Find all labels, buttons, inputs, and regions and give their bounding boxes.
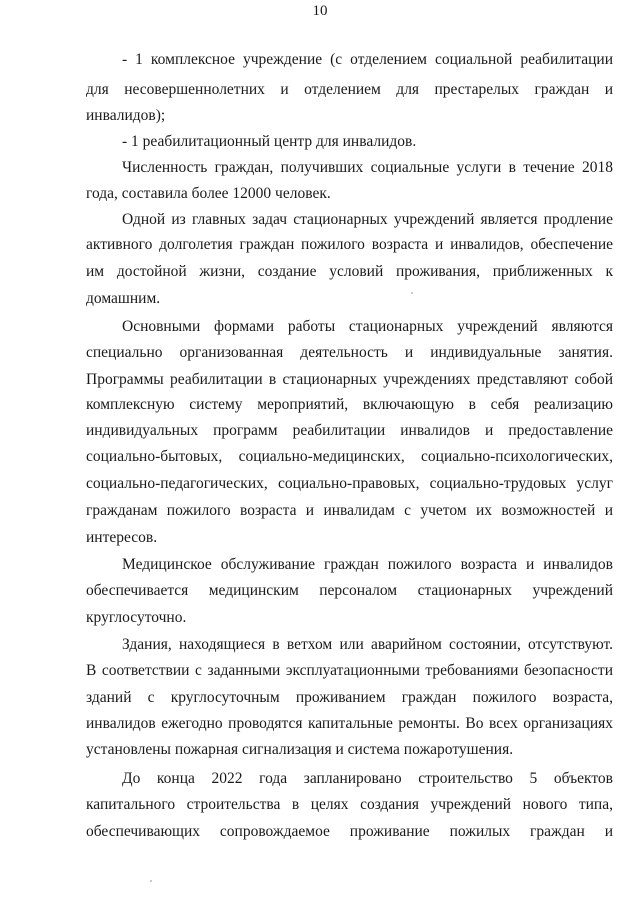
text-line: круглосуточно. bbox=[86, 609, 187, 626]
scan-speck bbox=[150, 880, 152, 882]
text-line: установлены пожарная сигнализация и система пожаротушения. bbox=[86, 741, 514, 758]
scan-speck bbox=[411, 292, 413, 294]
text-line: Программы реабилитации в стационарных учреждениях представляют собой bbox=[86, 371, 613, 388]
text-line: Здания, находящиеся в ветхом или аварийном состоянии, отсутствуют. bbox=[122, 636, 613, 653]
text-line: Основными формами работы стационарных учреждений являются bbox=[122, 318, 613, 335]
text-line: - 1 реабилитационный центр для инвалидов. bbox=[122, 133, 417, 150]
text-line: интересов. bbox=[86, 529, 158, 546]
text-line: зданий с круглосуточным проживанием граждан пожилого возраста, bbox=[86, 689, 613, 706]
text-line: комплексную систему мероприятий, включающую в себя реализацию bbox=[86, 396, 613, 413]
text-line: домашним. bbox=[86, 290, 161, 307]
page-number: 10 bbox=[312, 3, 328, 19]
text-line: обеспечивающих сопровождаемое проживание пожилых граждан и bbox=[86, 823, 613, 840]
text-line: гражданам пожилого возраста и инвалидам с учетом их возможностей и bbox=[86, 502, 613, 519]
text-line: индивидуальных программ реабилитации инвалидов и предоставление bbox=[86, 422, 613, 439]
text-line: Численность граждан, получивших социальные услуги в течение 2018 bbox=[122, 159, 613, 176]
text-line: года, составила более 12000 человек. bbox=[86, 185, 331, 202]
text-line: обеспечивается медицинским персоналом стационарных учреждений bbox=[86, 582, 613, 599]
text-line: социально-бытовых, социально-медицинских, социально-психологических, bbox=[86, 448, 613, 465]
text-line: Медицинское обслуживание граждан пожилого возраста и инвалидов bbox=[122, 556, 613, 573]
text-line: Одной из главных задач стационарных учреждений является продление bbox=[122, 211, 613, 228]
text-line: для несовершеннолетних и отделением для престарелых граждан и bbox=[86, 81, 613, 98]
text-line: В соответствии с заданными эксплуатационными требованиями безопасности bbox=[86, 662, 613, 679]
text-line: капитального строительства в целях создания учреждений нового типа, bbox=[86, 796, 613, 813]
text-line: активного долголетия граждан пожилого возраста и инвалидов, обеспечение bbox=[86, 236, 613, 253]
text-line: - 1 комплексное учреждение (с отделением социальной реабилитации bbox=[122, 51, 613, 68]
text-line: До конца 2022 года запланировано строительство 5 объектов bbox=[122, 770, 613, 787]
text-line: инвалидов ежегодно проводятся капитальные ремонты. Во всех организациях bbox=[86, 715, 613, 732]
text-line: инвалидов); bbox=[86, 107, 166, 124]
text-line: специально организованная деятельность и индивидуальные занятия. bbox=[86, 344, 613, 361]
text-line: социально-педагогических, социально-правовых, социально-трудовых услуг bbox=[86, 475, 613, 492]
text-line: им достойной жизни, создание условий проживания, приближенных к bbox=[86, 263, 613, 280]
